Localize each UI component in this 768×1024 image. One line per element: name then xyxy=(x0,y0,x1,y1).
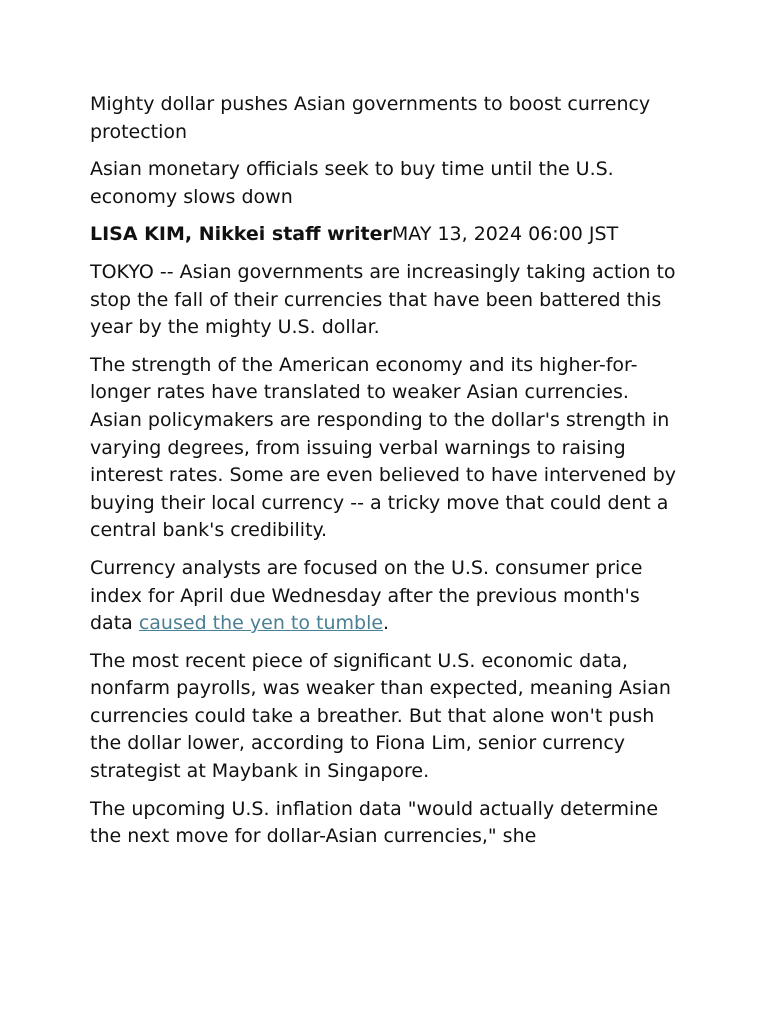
article-subheadline: Asian monetary officials seek to buy time until the U.S. economy slows down xyxy=(90,158,614,208)
article-headline: Mighty dollar pushes Asian governments to boost currency protection xyxy=(90,93,651,143)
paragraph: The upcoming U.S. inflation data "would actually determine the next move for dollar-Asian currencies," she xyxy=(90,797,659,848)
paragraph: The strength of the American economy and its higher-for-longer rates have translated to weaker Asian currencies. Asian policymakers are responding to the dollar's strength in varying degrees, from issuing verbal warnings to raising interest rates. Some are even believed to have intervened by buying their local currency -- a tricky move that could dent a central bank's credibility. xyxy=(90,353,677,542)
paragraph-text: . xyxy=(383,612,390,635)
article-body xyxy=(90,91,680,861)
paragraph: TOKYO -- Asian governments are increasingly taking action to stop the fall of their currencies that have been battered this year by the mighty U.S. dollar. xyxy=(90,260,676,339)
paragraph-text: Currency analysts are focused on the U.S. consumer price index for April due Wednesday after the previous month's data xyxy=(90,556,643,635)
paragraph: The most recent piece of significant U.S. economic data, nonfarm payrolls, was weaker than expected, meaning Asian currencies could take a breather. But that alone won't push the dollar lower, according to Fiona Lim, senior currency strategist at Maybank in Singapore. xyxy=(90,649,671,783)
byline xyxy=(90,221,680,249)
byline-author: LISA KIM, Nikkei staff writer xyxy=(90,223,392,246)
paragraph-with-link xyxy=(90,555,680,638)
yen-tumble-link[interactable]: caused the yen to tumble xyxy=(138,612,384,635)
byline-date: MAY 13, 2024 06:00 JST xyxy=(391,223,619,246)
